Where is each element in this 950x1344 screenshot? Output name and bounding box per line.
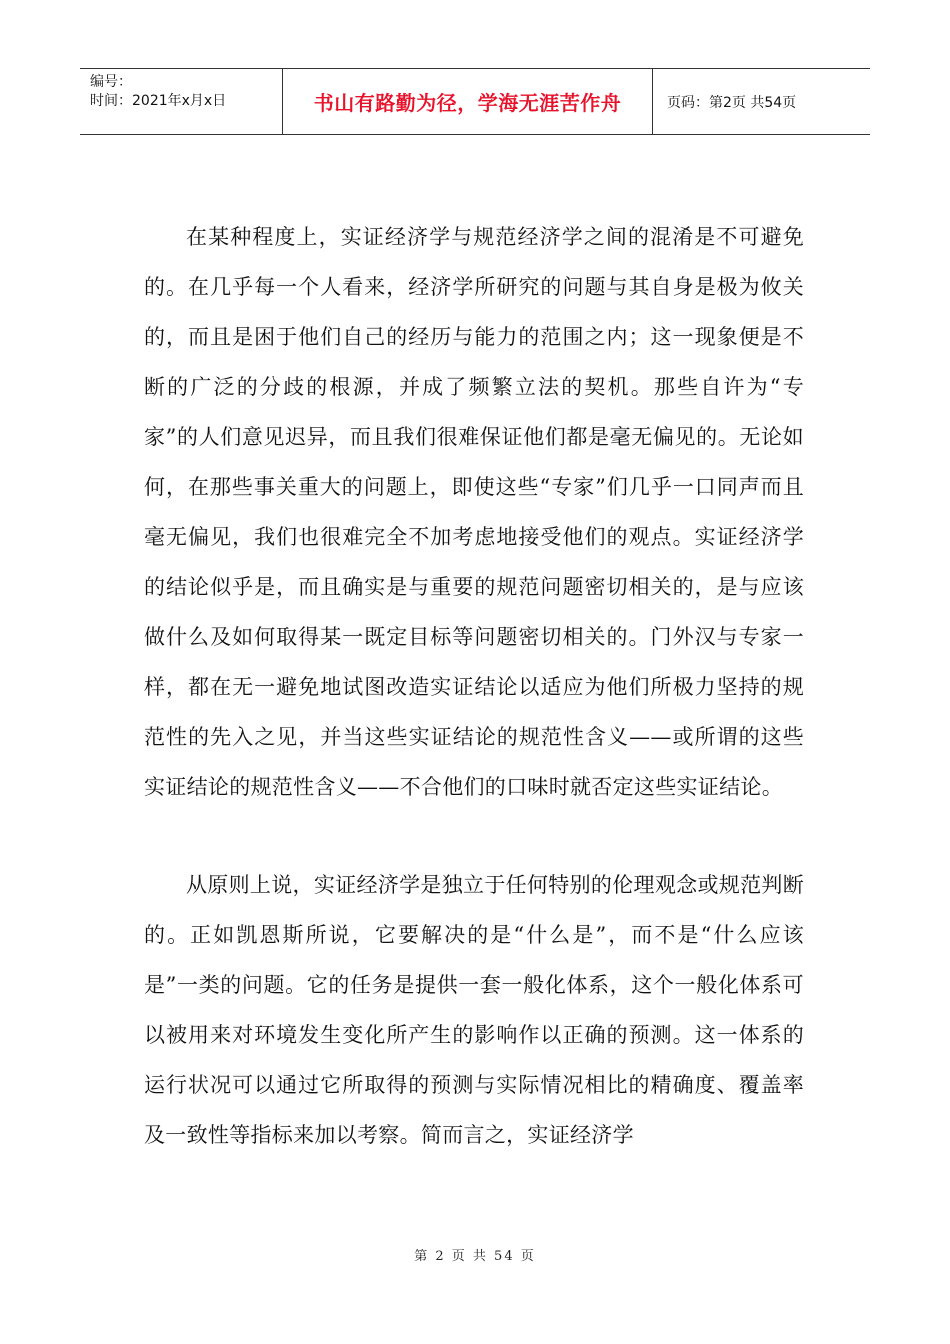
header-page-info: 页码：第2页 共54页 [667,94,797,111]
document-header [80,68,870,135]
document-body [144,212,804,1160]
header-meta-cell [80,69,283,134]
body-paragraph-1: 在某种程度上，实证经济学与规范经济学之间的混淆是不可避免的。在几乎每一个人看来，经济学所研究的问题与其自身是极为攸关的，而且是困于他们自己的经历与能力的范围之内；这一现象便是不断的广泛的分歧的根源，并成了频繁立法的契机。那些自许为“专家”的人们意见迟异，而且我们很难保证他们都是毫无偏见的。无论如何，在那些事关重大的问题上，即使这些“专家”们几乎一口同声而且毫无偏见，我们也很难完全不加考虑地接受他们的观点。实证经济学的结论似乎是，而且确实是与重要的规范问题密切相关的，是与应该做什么及如何取得某一既定目标等问题密切相关的。门外汉与专家一样，都在无一避免地试图改造实证结论以适应为他们所极力坚持的规范性的先入之见，并当这些实证结论的规范性含义——或所谓的这些实证结论的规范性含义——不合他们的口味时就否定这些实证结论。 [144,225,804,799]
body-paragraph-2: 从原则上说，实证经济学是独立于任何特别的伦理观念或规范判断的。正如凯恩斯所说，它要解决的是“什么是”，而不是“什么应该是”一类的问题。它的任务是提供一套一般化体系，这个一般化体系可以被用来对环境发生变化所产生的影响作以正确的预测。这一体系的运行状况可以通过它所取得的预测与实际情况相比的精确度、覆盖率及一致性等指标来加以考察。简而言之，实证经济学 [144,873,804,1147]
document-date-label: 时间：2021年x月x日 [90,93,227,109]
document-number-label: 编号： [90,74,132,90]
header-motto: 书山有路勤为径，学海无涯苦作舟 [283,69,653,134]
page-footer: 第 2 页 共 54 页 [414,1249,536,1264]
